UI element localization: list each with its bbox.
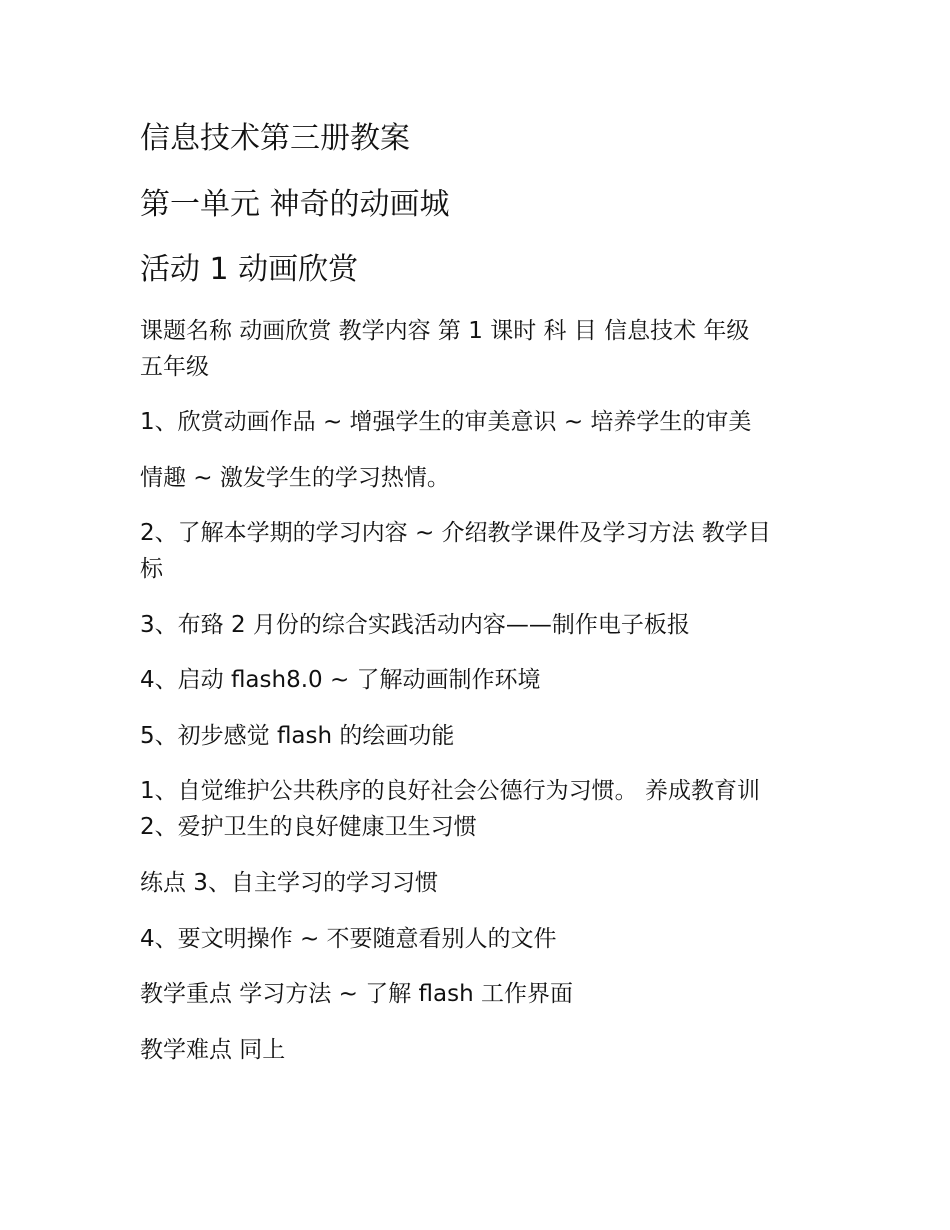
- objective-line: 1、欣赏动画作品 ~ 增强学生的审美意识 ~ 培养学生的审美: [140, 409, 752, 435]
- training-line: 1、自觉维护公共秩序的良好社会公德行为习惯。 养成教育训: [140, 778, 760, 804]
- objective-line: 标: [140, 556, 163, 582]
- training-line: 4、要文明操作 ~ 不要随意看别人的文件: [140, 926, 557, 952]
- objective-line: 情趣 ~ 激发学生的学习热情。: [140, 465, 450, 491]
- key-point-line: 教学重点 学习方法 ~ 了解 flash 工作界面: [140, 981, 573, 1007]
- difficulty-line: 教学难点 同上: [140, 1037, 286, 1063]
- objective-line: 4、启动 flash8.0 ~ 了解动画制作环境: [140, 667, 541, 693]
- training-line: 2、爱护卫生的良好健康卫生习惯: [140, 814, 477, 840]
- unit-heading: 第一单元 神奇的动画城: [140, 187, 450, 222]
- lesson-info-line: 课题名称 动画欣赏 教学内容 第 1 课时 科 目 信息技术 年级: [140, 318, 750, 344]
- activity-heading: 活动 1 动画欣赏: [140, 252, 359, 287]
- objective-line: 3、布臵 2 月份的综合实践活动内容——制作电子板报: [140, 612, 690, 638]
- training-line: 练点 3、自主学习的学习习惯: [140, 870, 438, 896]
- objective-line: 2、了解本学期的学习内容 ~ 介绍教学课件及学习方法 教学目: [140, 520, 771, 546]
- lesson-info-line: 五年级: [140, 354, 209, 380]
- objective-line: 5、初步感觉 flash 的绘画功能: [140, 723, 455, 749]
- document-title: 信息技术第三册教案: [140, 121, 410, 156]
